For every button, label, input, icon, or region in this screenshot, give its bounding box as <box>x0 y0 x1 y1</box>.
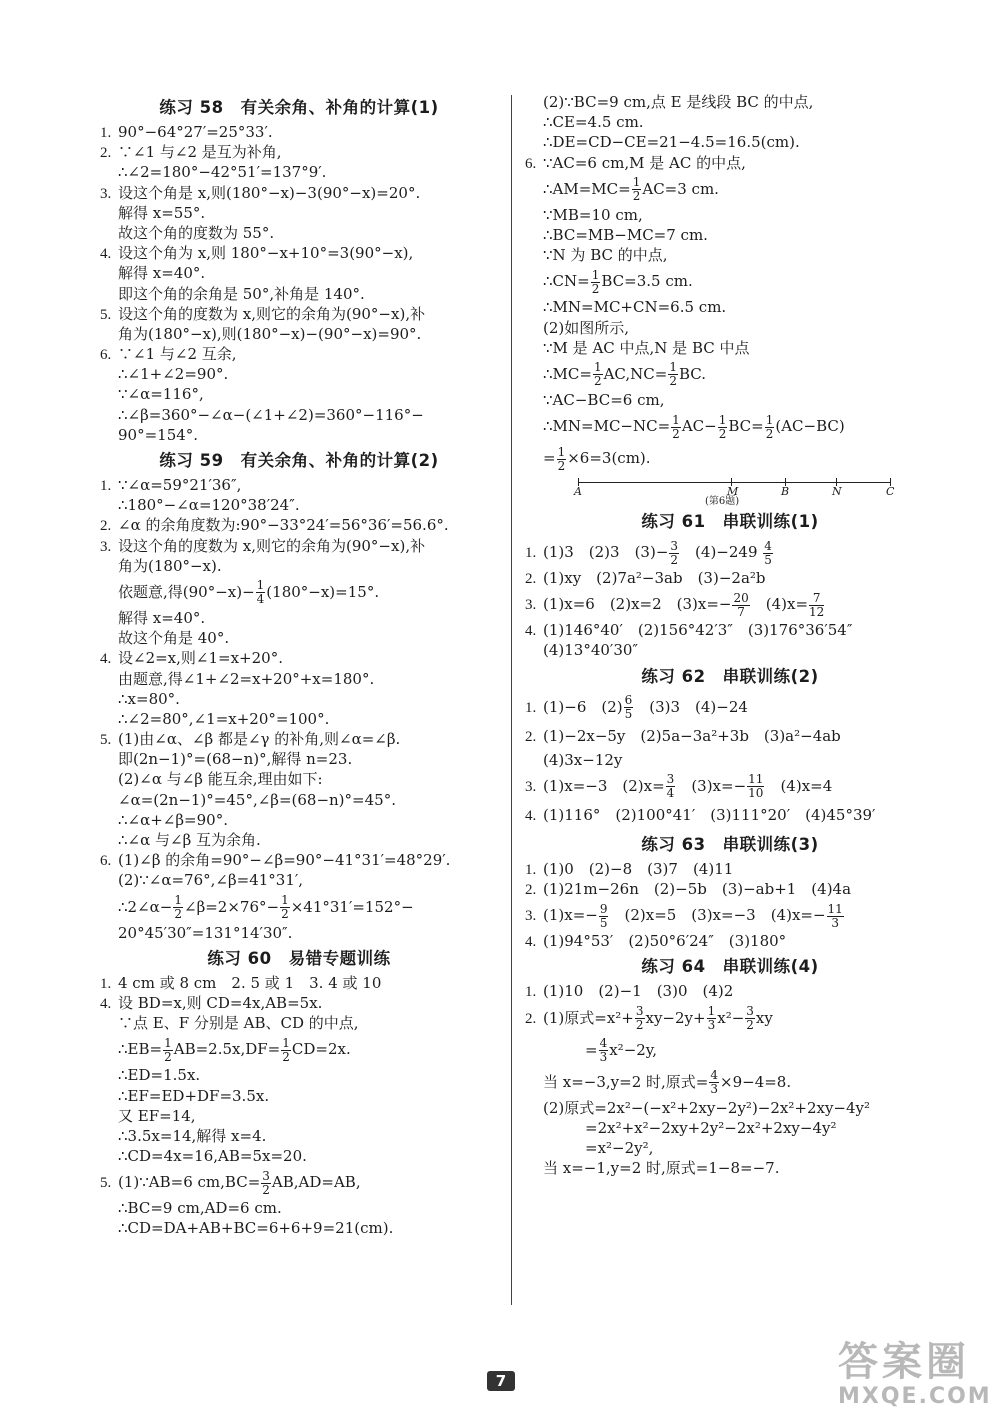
answer-text: (1)x=− $\frac{9}{5}$ (2)x=5 (3)x=−3 (4)x=− $\frac{11}{3}$ <box>543 901 843 930</box>
answer-text: =x²−2y², <box>585 1138 654 1157</box>
answer-line <box>100 1218 498 1238</box>
fraction: $\frac{3}{4}$ <box>666 772 675 801</box>
question-number: 2. <box>100 518 112 535</box>
answer-text: ∴MN=MC−NC= $\frac{1}{2}$ AC− $\frac{1}{2}$ BC= $\frac{1}{2}$ (AC−BC) <box>543 412 845 441</box>
answer-text: 90°−64°27′=25°33′. <box>118 123 273 141</box>
answer-text: ∵∠1 与∠2 互余, <box>118 345 237 364</box>
answer-text: = $\frac{1}{2}$ ×6=3(cm). <box>543 444 651 473</box>
answer-line <box>100 1033 498 1065</box>
answer-text: ∴ED=1.5x. <box>118 1066 201 1085</box>
answer-text: =2x²+x²−2xy+2y²−2x²+2xy−4y² <box>585 1118 837 1137</box>
answer-text: ∴AM=MC= $\frac{1}{2}$ AC=3 cm. <box>543 175 719 204</box>
answer-line <box>100 304 498 324</box>
fraction: $\frac{1}{3}$ <box>707 1004 716 1033</box>
answer-text: ∴EB= $\frac{1}{2}$ AB=2.5x,DF= $\frac{1}{2}$ CD=2x. <box>118 1035 351 1064</box>
answer-line <box>100 1106 498 1126</box>
answer-line <box>100 923 498 943</box>
answer-text: 设这个角的度数为 x,则它的余角为(90°−x),补 <box>118 304 426 323</box>
fraction: $\frac{1}{2}$ <box>164 1035 172 1064</box>
answer-line <box>100 243 498 263</box>
answer-text: ∵AC=6 cm,M 是 AC 的中点, <box>543 153 746 172</box>
answer-text: ∴∠β=360°−∠α−(∠1+∠2)=360°−116°− <box>118 405 424 424</box>
answer-line <box>100 284 498 304</box>
answer-text: (1)21m−26n (2)−5b (3)−ab+1 (4)4a <box>543 880 852 898</box>
answer-line <box>100 1086 498 1106</box>
answer-text: (2)∵∠α=76°,∠β=41°31′, <box>118 871 304 890</box>
answer-text: (1)0 (2)−8 (3)7 (4)11 <box>543 859 734 878</box>
answer-text: (1)xy (2)7a²−3ab (3)−2a²b <box>543 569 766 588</box>
answer-line <box>525 931 935 951</box>
answer-text: ∴CD=DA+AB+BC=6+6+9=21(cm). <box>118 1219 394 1238</box>
question-number: 6. <box>525 155 537 172</box>
fraction: $\frac{1}{2}$ <box>718 412 727 441</box>
answer-text: 即(2n−1)°=(68−n)°,解得 n=23. <box>118 750 353 769</box>
answer-text: (1)∠β 的余角=90°−∠β=90°−41°31′=48°29′. <box>118 851 451 870</box>
answer-line <box>100 1146 498 1166</box>
answer-line <box>525 318 935 338</box>
answer-text: 90°=154°. <box>118 425 199 444</box>
answer-line <box>100 183 498 203</box>
column-divider <box>511 95 512 1305</box>
answer-line <box>100 405 498 425</box>
fraction: $\frac{1}{2}$ <box>281 893 289 922</box>
answer-line <box>525 205 935 225</box>
fraction: $\frac{20}{7}$ <box>733 590 749 619</box>
question-number: 4. <box>525 623 537 640</box>
answer-line <box>100 648 498 668</box>
answer-text: 解得 x=55°. <box>118 203 206 222</box>
answer-text: 解得 x=40°. <box>118 608 206 627</box>
answer-line <box>100 830 498 850</box>
answer-text: ∵∠α=59°21′36″, <box>118 476 242 494</box>
answer-line <box>100 142 498 162</box>
answer-text: ∴180°−∠α=120°38′24″. <box>118 496 300 515</box>
answer-line <box>100 475 498 495</box>
answer-text: 由题意,得∠1+∠2=x+20°+x=180°. <box>118 669 375 688</box>
answer-text: (4)3x−12y <box>543 750 623 769</box>
question-number: 4. <box>100 995 112 1012</box>
answer-line <box>100 122 498 142</box>
question-number: 3. <box>525 908 537 925</box>
fraction: $\frac{1}{4}$ <box>256 578 265 607</box>
answer-line <box>525 390 935 410</box>
answer-line <box>525 410 935 442</box>
answer-text: (2)∠α 与∠β 能互余,理由如下: <box>118 770 323 789</box>
answer-line <box>100 608 498 628</box>
answer-text: 即这个角的余角是 50°,补角是 140°. <box>118 284 365 303</box>
question-number: 3. <box>525 597 537 614</box>
answer-text: ∴∠1+∠2=90°. <box>118 365 229 384</box>
question-number: 4. <box>525 934 537 951</box>
answer-line <box>100 364 498 384</box>
answer-line <box>525 568 935 588</box>
answer-line <box>100 495 498 515</box>
answer-text: ∴EF=ED+DF=3.5x. <box>118 1086 270 1105</box>
answer-text: ∴BC=9 cm,AD=6 cm. <box>118 1199 282 1218</box>
answer-line <box>100 1198 498 1218</box>
answer-text: (2)原式=2x²−(−x²+2xy−2y²)−2x²+2xy−4y² <box>543 1098 871 1117</box>
question-number: 1. <box>100 975 112 992</box>
answer-text: ∠α 的余角度数为:90°−33°24′=56°36′=56.6°. <box>118 516 449 535</box>
answer-text: ∴MC= $\frac{1}{2}$ AC,NC= $\frac{1}{2}$ BC. <box>543 360 706 389</box>
answer-text: 角为(180°−x). <box>118 556 222 575</box>
point-label: M <box>727 485 739 499</box>
answer-text: (1)由∠α、∠β 都是∠γ 的补角,则∠α=∠β. <box>118 730 401 749</box>
fraction: $\frac{7}{12}$ <box>809 590 825 619</box>
answer-text: 设这个角的度数为 x,则它的余角为(90°−x),补 <box>118 536 426 555</box>
answer-line <box>525 1098 935 1118</box>
fraction: $\frac{3}{2}$ <box>746 1004 754 1033</box>
answer-text: ∴CE=4.5 cm. <box>543 113 644 132</box>
answer-text: ∴∠α 与∠β 互为余角. <box>118 831 261 849</box>
answer-text: ∵∠1 与∠2 是互为补角, <box>118 143 282 162</box>
answer-line <box>100 749 498 769</box>
answer-text: 设 BD=x,则 CD=4x,AB=5x. <box>118 993 323 1012</box>
answer-text: 依题意,得(90°−x)− $\frac{1}{4}$ (180°−x)=15°. <box>118 578 380 607</box>
answer-line <box>100 223 498 243</box>
section-title: 练习 64 串联训练(4) <box>641 957 819 977</box>
answer-line <box>525 691 935 723</box>
answer-text: (1)原式=x²+ $\frac{3}{2}$ xy−2y+ $\frac{1}{3}$ x²− $\frac{3}{2}$ xy <box>543 1004 773 1033</box>
answer-line <box>100 576 498 608</box>
answer-line <box>525 92 935 112</box>
point-label: A <box>574 485 582 499</box>
answer-line <box>525 802 935 829</box>
answer-line <box>100 993 498 1013</box>
question-number: 2. <box>100 145 112 162</box>
answer-text: 解得 x=40°. <box>118 264 206 283</box>
answer-text: ∴2∠α− $\frac{1}{2}$ ∠β=2×76°− $\frac{1}{2}$ ×41°31′=152°− <box>118 893 414 922</box>
question-number: 1. <box>525 545 537 562</box>
answer-line <box>100 689 498 709</box>
fraction: $\frac{11}{3}$ <box>827 901 843 930</box>
answer-line <box>525 297 935 317</box>
answer-line <box>100 973 498 993</box>
fraction: $\frac{1}{2}$ <box>593 360 602 389</box>
answer-text: ∴BC=MB−MC=7 cm. <box>543 225 708 244</box>
section-title: 练习 60 易错专题训练 <box>207 948 391 968</box>
answer-line <box>525 112 935 132</box>
answer-text: ∵N 为 BC 的中点, <box>543 246 668 265</box>
answer-text: (1)94°53′ (2)50°6′24″ (3)180° <box>543 932 787 951</box>
answer-text: (1)∵AB=6 cm,BC= $\frac{3}{2}$ AB,AD=AB, <box>118 1168 361 1197</box>
fraction: $\frac{1}{2}$ <box>591 267 600 296</box>
answer-line <box>525 620 935 640</box>
answer-text: (1)x=6 (2)x=2 (3)x=− $\frac{20}{7}$ (4)x= $\frac{7}{12}$ <box>543 590 825 619</box>
answer-line <box>525 173 935 205</box>
question-number: 2. <box>525 1010 537 1027</box>
question-number: 3. <box>525 778 537 795</box>
answer-line <box>100 515 498 535</box>
answer-text: 故这个角是 40°. <box>118 629 230 648</box>
answer-text: (1)−2x−5y (2)5a−3a²+3b (3)a²−4ab <box>543 726 841 745</box>
answer-text: (2)如图所示, <box>543 318 630 337</box>
figure-caption: (第6题) <box>705 496 740 508</box>
answer-text: (2)∵BC=9 cm,点 E 是线段 BC 的中点, <box>543 93 814 111</box>
answer-text: (1)116° (2)100°41′ (3)111°20′ (4)45°39′ <box>543 805 876 824</box>
answer-text: ∴DE=CD−CE=21−4.5=16.5(cm). <box>543 133 800 152</box>
answer-line <box>525 153 935 173</box>
section-title: 练习 58 有关余角、补角的计算(1) <box>159 98 439 117</box>
point-label: B <box>781 485 790 499</box>
answer-line <box>100 344 498 364</box>
answer-text: 当 x=−3,y=2 时,原式= $\frac{4}{3}$ ×9−4=8. <box>543 1068 792 1097</box>
answer-line <box>525 1138 935 1158</box>
answer-line <box>100 790 498 810</box>
answer-line <box>525 245 935 265</box>
answer-text: ∵M 是 AC 中点,N 是 BC 中点 <box>543 338 750 357</box>
watermark-text: 答案圈 <box>838 1339 970 1385</box>
answer-text: ∵MB=10 cm, <box>543 205 643 224</box>
fraction: $\frac{4}{3}$ <box>710 1068 719 1097</box>
answer-line <box>525 442 935 474</box>
answer-line <box>525 1034 935 1066</box>
fraction: $\frac{1}{2}$ <box>557 444 566 473</box>
answer-line <box>525 225 935 245</box>
answer-text: ∴∠2=80°,∠1=x+20°=100°. <box>118 709 330 728</box>
answer-line <box>525 358 935 390</box>
answer-text: 当 x=−1,y=2 时,原式=1−8=−7. <box>543 1159 780 1178</box>
question-number: 4. <box>100 651 112 668</box>
answer-line <box>525 1118 935 1138</box>
question-number: 5. <box>100 306 112 323</box>
answer-text: ∠α=(2n−1)°=45°,∠β=(68−n)°=45°. <box>118 790 396 809</box>
answer-text: 角为(180°−x),则(180°−x)−(90°−x)=90°. <box>118 324 422 343</box>
answer-text: (4)13°40′30″ <box>543 641 639 660</box>
answer-line <box>100 1065 498 1085</box>
answer-text: ∴∠2=180°−42°51′=137°9′. <box>118 163 327 182</box>
answer-text: ∵点 E、F 分别是 AB、CD 的中点, <box>118 1014 359 1033</box>
answer-line <box>100 1013 498 1033</box>
answer-text: 设这个角为 x,则 180°−x+10°=3(90°−x), <box>118 244 414 263</box>
fraction: $\frac{1}{2}$ <box>282 1035 290 1064</box>
answer-line <box>100 556 498 576</box>
answer-line <box>100 709 498 729</box>
answer-text: (1)3 (2)3 (3)− $\frac{3}{2}$ (4)−249 $\frac{4}{5}$ <box>543 538 772 567</box>
answer-line <box>525 536 935 568</box>
fraction: $\frac{1}{2}$ <box>672 412 680 441</box>
answer-line <box>100 669 498 689</box>
answer-line <box>100 891 498 923</box>
answer-line <box>525 879 935 899</box>
answer-text: (1)−6 (2) $\frac{6}{5}$ (3)3 (4)−24 <box>543 693 748 722</box>
question-number: 4. <box>100 246 112 263</box>
question-number: 1. <box>100 478 112 494</box>
section-title: 练习 63 串联训练(3) <box>641 834 819 854</box>
answer-line <box>525 750 935 770</box>
answer-line <box>100 324 498 344</box>
answer-line <box>100 384 498 404</box>
answer-text: (1)10 (2)−1 (3)0 (4)2 <box>543 982 734 1001</box>
answer-text: ∵AC−BC=6 cm, <box>543 390 665 409</box>
answer-line <box>525 338 935 358</box>
segment-diagram <box>525 480 935 506</box>
answer-text: ∴CD=4x=16,AB=5x=20. <box>118 1147 307 1166</box>
answer-line <box>525 132 935 152</box>
fraction: $\frac{1}{2}$ <box>174 893 182 922</box>
answer-line <box>525 1002 935 1034</box>
question-number: 1. <box>525 984 537 1001</box>
answer-line <box>525 640 935 660</box>
question-number: 3. <box>100 185 112 202</box>
answer-text: ∴CN= $\frac{1}{2}$ BC=3.5 cm. <box>543 267 693 296</box>
section-title: 练习 59 有关余角、补角的计算(2) <box>159 451 439 470</box>
point-label: N <box>832 485 842 499</box>
watermark-url: MXQE.COM <box>838 1384 992 1409</box>
answer-text: 20°45′30″=131°14′30″. <box>118 923 293 942</box>
answer-line <box>100 850 498 870</box>
answer-line <box>100 263 498 283</box>
question-number: 2. <box>525 882 537 898</box>
right-column <box>525 92 935 1178</box>
answer-line <box>100 870 498 890</box>
answer-text: (1)146°40′ (2)156°42′3″ (3)176°36′54″ <box>543 621 853 640</box>
answer-line <box>525 265 935 297</box>
answer-line <box>525 1158 935 1178</box>
answer-line <box>100 628 498 648</box>
answer-line <box>100 1166 498 1198</box>
fraction: $\frac{3}{2}$ <box>635 1004 644 1033</box>
fraction: $\frac{1}{2}$ <box>765 412 774 441</box>
page-number: 7 <box>487 1371 515 1391</box>
answer-line <box>100 729 498 749</box>
answer-line <box>525 1066 935 1098</box>
fraction: $\frac{1}{2}$ <box>632 175 641 204</box>
left-column <box>100 92 498 1239</box>
answer-text: ∴∠α+∠β=90°. <box>118 810 228 829</box>
question-number: 2. <box>525 571 537 588</box>
section-title: 练习 62 串联训练(2) <box>641 666 819 686</box>
segment-line <box>578 482 890 483</box>
answer-text: 设这个角是 x,则(180°−x)−3(90°−x)=20°. <box>118 183 421 202</box>
question-number: 6. <box>100 853 112 870</box>
answer-line <box>525 723 935 750</box>
section-title: 练习 61 串联训练(1) <box>641 512 819 532</box>
question-number: 3. <box>100 538 112 555</box>
answer-text: ∵∠α=116°, <box>118 385 204 404</box>
answer-line <box>525 588 935 620</box>
answer-line <box>100 162 498 182</box>
answer-line <box>100 769 498 789</box>
fraction: $\frac{4}{5}$ <box>764 538 772 567</box>
answer-text: = $\frac{4}{3}$ x²−2y, <box>585 1036 658 1065</box>
answer-text: ∴MN=MC+CN=6.5 cm. <box>543 298 727 317</box>
answer-text: ∴x=80°. <box>118 689 180 708</box>
answer-text: (1)x=−3 (2)x= $\frac{3}{4}$ (3)x=− $\frac{11}{10}$ (4)x=4 <box>543 772 833 801</box>
answer-line <box>100 1126 498 1146</box>
answer-line <box>525 859 935 879</box>
question-number: 4. <box>525 807 537 824</box>
question-number: 2. <box>525 728 537 745</box>
fraction: $\frac{4}{3}$ <box>599 1036 608 1065</box>
answer-line <box>525 770 935 802</box>
answer-line <box>525 981 935 1001</box>
answer-line <box>525 899 935 931</box>
fraction: $\frac{9}{5}$ <box>599 901 608 930</box>
watermark-logo <box>838 1340 998 1420</box>
fraction: $\frac{3}{2}$ <box>670 538 679 567</box>
question-number: 5. <box>100 1175 112 1192</box>
fraction: $\frac{1}{2}$ <box>669 360 677 389</box>
answer-line <box>100 203 498 223</box>
question-number: 1. <box>525 861 537 878</box>
question-number: 6. <box>100 347 112 364</box>
answer-text: 4 cm 或 8 cm 2. 5 或 1 3. 4 或 10 <box>118 973 382 992</box>
fraction: $\frac{6}{5}$ <box>624 693 633 722</box>
question-number: 1. <box>525 699 537 716</box>
answer-line <box>100 425 498 445</box>
answer-text: 故这个角的度数为 55°. <box>118 223 275 242</box>
fraction: $\frac{3}{2}$ <box>262 1168 270 1197</box>
answer-text: 设∠2=x,则∠1=x+20°. <box>118 649 283 668</box>
question-number: 5. <box>100 732 112 749</box>
answer-line <box>100 536 498 556</box>
answer-text: ∴3.5x=14,解得 x=4. <box>118 1126 267 1145</box>
fraction: $\frac{11}{10}$ <box>748 772 764 801</box>
answer-text: 又 EF=14, <box>118 1106 196 1125</box>
answer-line <box>100 810 498 830</box>
point-label: C <box>886 485 895 499</box>
question-number: 1. <box>100 125 112 141</box>
